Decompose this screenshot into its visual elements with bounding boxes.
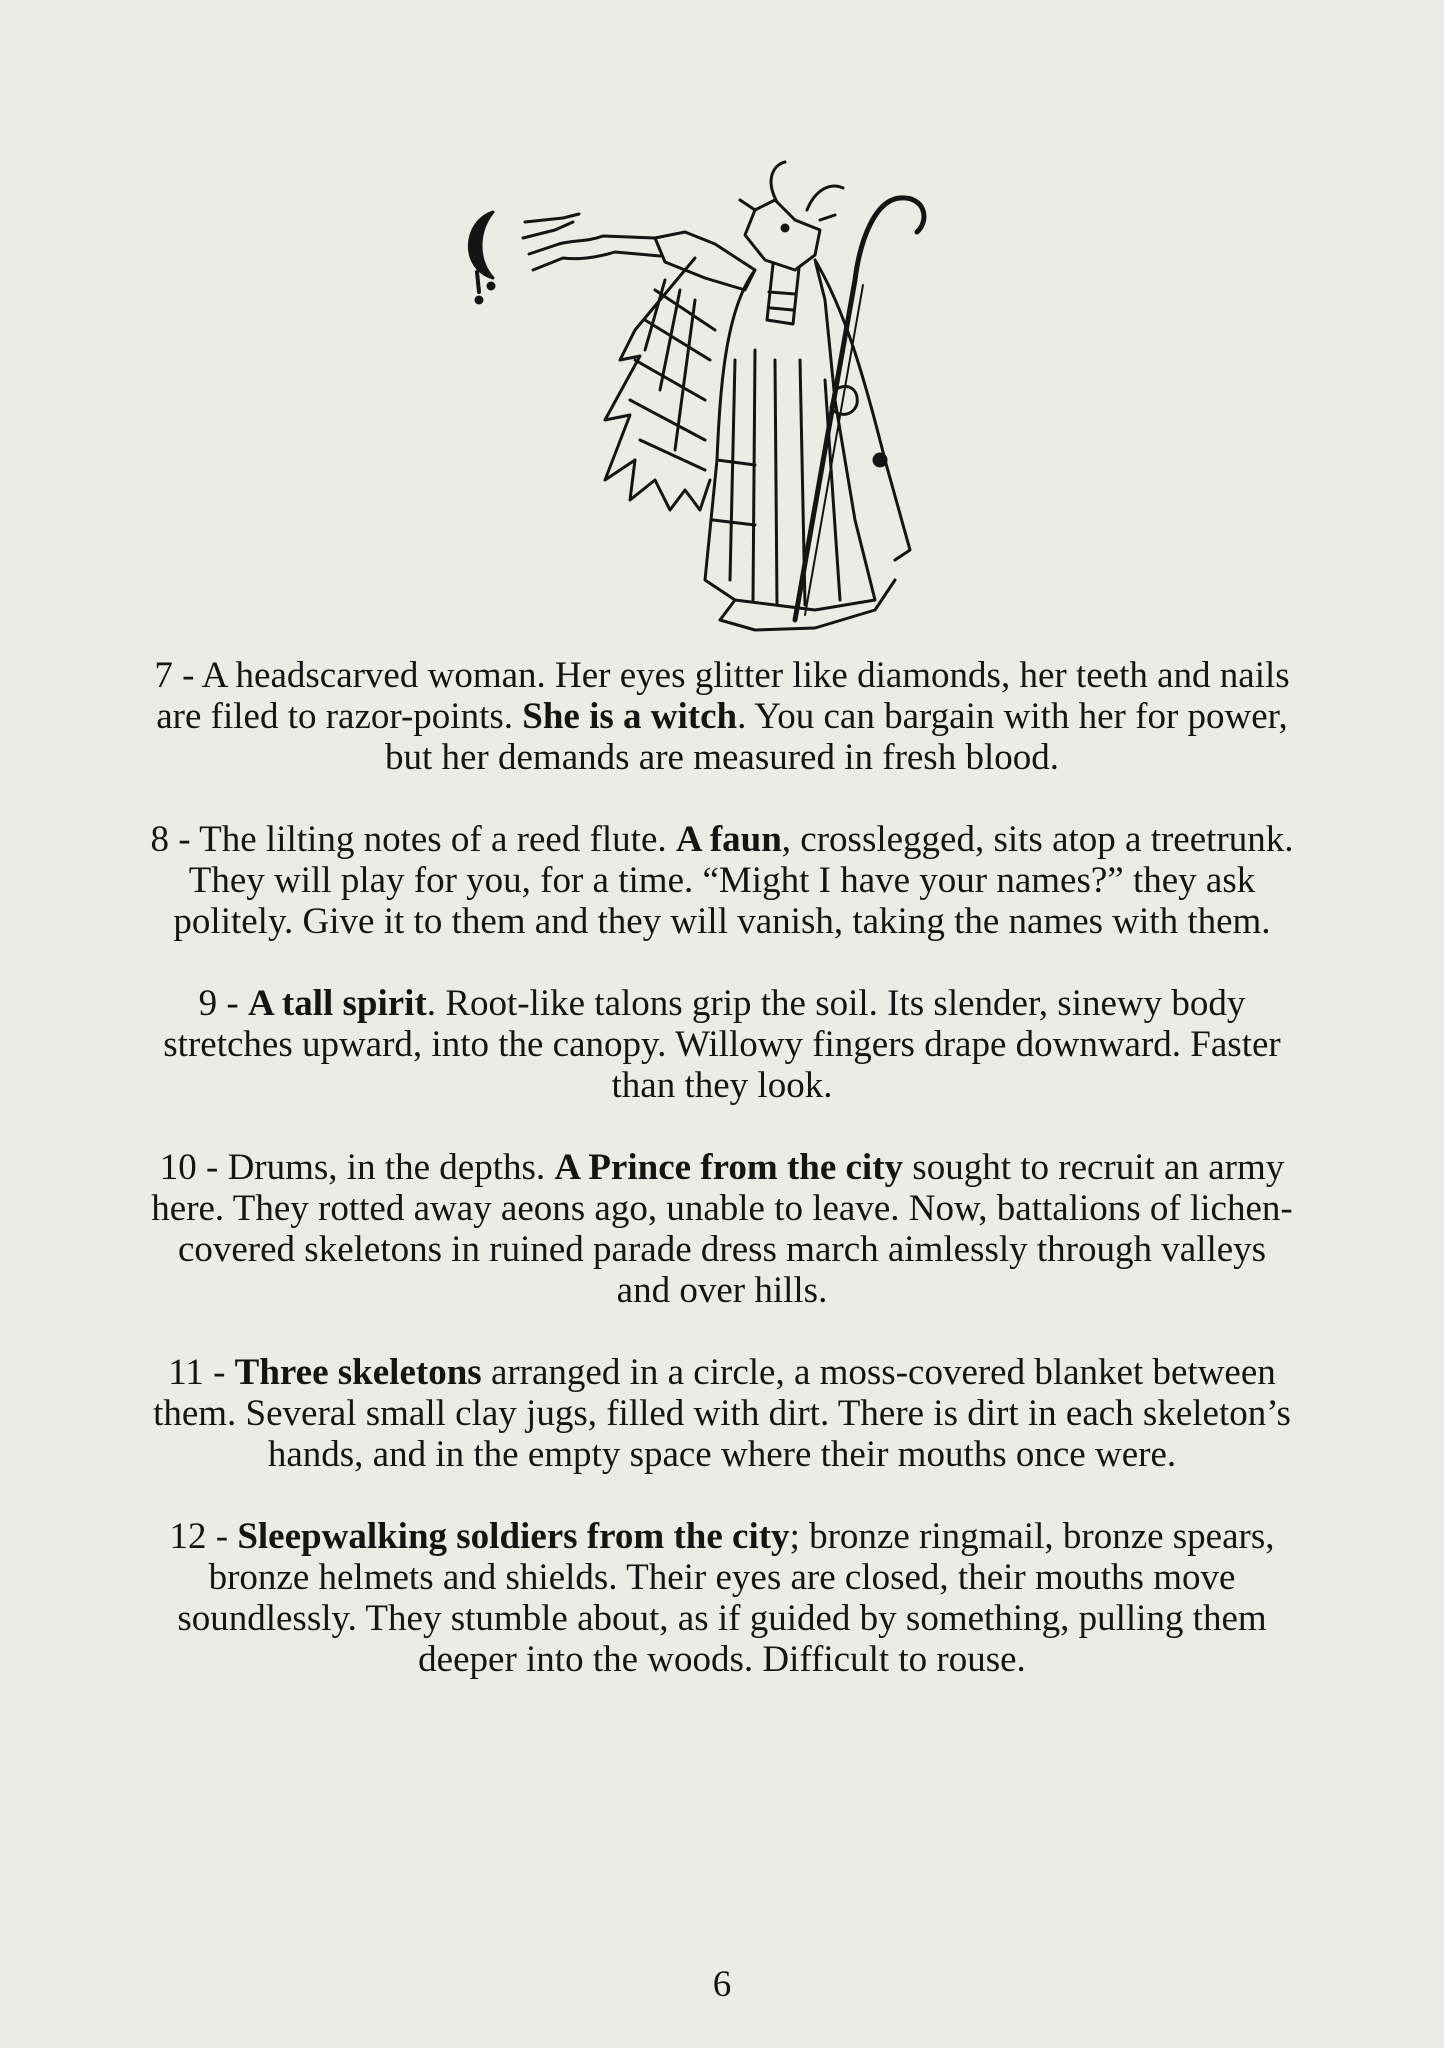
entry-number: 10 [159, 1147, 197, 1188]
entry-separator: - [206, 1516, 238, 1557]
entry-text-before: A headscarved woman. Her eyes glitter like diamonds, her teeth and nails are filed to razor-points. [156, 655, 1290, 737]
entry-number: 9 [198, 983, 218, 1024]
entry-text-before: The lilting notes of a reed flute. [199, 819, 676, 860]
encounter-entry-12 [150, 1516, 1294, 1680]
entry-text-after: arranged in a circle, a moss-covered blanket between them. Several small clay jugs, filled with dirt. There is dirt in each skeleton’s hands, and in the empty space where their mouths once were. [153, 1352, 1291, 1475]
entry-number: 8 [150, 819, 169, 860]
encounter-entry-11 [150, 1352, 1294, 1475]
encounter-entry-9 [150, 983, 1294, 1106]
entry-text-before: Drums, in the depths. [227, 1147, 555, 1188]
entry-number: 11 [168, 1352, 204, 1393]
goat-witch-illustration-icon [455, 160, 1015, 640]
entry-highlight: A Prince from the city [554, 1147, 904, 1188]
entry-highlight: Three skeletons [234, 1352, 482, 1393]
entry-separator: - [168, 819, 200, 860]
entry-highlight: She is a witch [522, 696, 738, 737]
encounter-entry-8 [150, 819, 1294, 942]
entry-separator: - [172, 655, 202, 696]
entry-text-after: sought to recruit an army here. They rotted away aeons ago, unable to leave. Now, battalions of lichen-covered skeletons in ruined parade dress march aimlessly through valleys and over hills. [151, 1147, 1293, 1311]
entry-separator: - [196, 1147, 228, 1188]
encounter-table [150, 655, 1294, 1721]
entry-separator: - [203, 1352, 235, 1393]
encounter-entry-10 [150, 1147, 1294, 1311]
entry-number: 7 [154, 655, 173, 696]
page-number: 6 [712, 1964, 732, 2005]
entry-text-after: , crosslegged, sits atop a treetrunk. They will play for you, for a time. “Might I have your names?” they ask politely. Give it to them and they will vanish, taking the names with them. [173, 819, 1294, 942]
entry-highlight: Sleepwalking soldiers from the city [237, 1516, 790, 1557]
entry-number: 12 [169, 1516, 207, 1557]
entry-highlight: A faun [675, 819, 782, 860]
encounter-entry-7 [150, 655, 1294, 778]
entry-separator: - [217, 983, 248, 1024]
entry-text-after: . You can bargain with her for power, but her demands are measured in fresh blood. [384, 696, 1288, 778]
entry-highlight: A tall spirit [247, 983, 427, 1024]
crescent-moon-icon [469, 212, 493, 278]
entry-text-after: ; bronze ringmail, bronze spears, bronze helmets and shields. Their eyes are closed, their mouths move soundlessly. They stumble about, as if guided by something, pulling them deeper into the woods. Difficult to rouse. [177, 1516, 1275, 1680]
entry-text-after: . Root-like talons grip the soil. Its slender, sinewy body stretches upward, into the canopy. Willowy fingers drape downward. Faster than they look. [163, 983, 1281, 1106]
